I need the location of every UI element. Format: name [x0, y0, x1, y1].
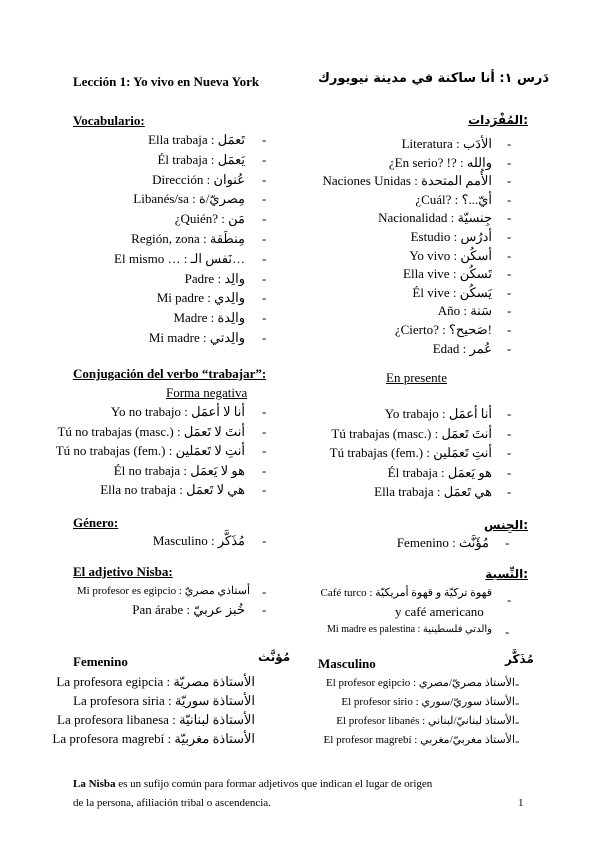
bullet-dash: - [507, 229, 512, 244]
nisba-right-3: Mi madre es palestina : والدتي فلسطينية [327, 624, 492, 635]
bullet-dash: - [507, 210, 512, 226]
fem-row: La profesora libanesa : الأستاذة لبنانيّة [57, 712, 255, 727]
footer-line-1 [73, 778, 432, 790]
negative-title: Forma negativa [166, 385, 248, 400]
bullet-dash: - [262, 290, 267, 306]
fem-row: La profesora egipcia : الأستاذة مصريّة [56, 674, 255, 689]
bullet-dash: - [262, 270, 267, 286]
vocab-item: Naciones Unidas : الأُمم المتحدة [322, 173, 492, 189]
vocab-item: ¿Cuál? : أيّ...؟ [415, 191, 492, 207]
conj-heading: Conjugación del verbo “trabajar”: [73, 366, 267, 381]
bullet-dash: - [507, 154, 512, 170]
vocab-item: Literatura : الأدَب [401, 136, 492, 151]
masc-title-ar: مُذَكَّر [505, 652, 534, 666]
vocab-item: ¿Quién? : مَن [174, 211, 245, 227]
bullet-dash: - [262, 231, 267, 246]
footer-text-1: es un sufijo común para formar adjetivos que indican el lugar de origen [115, 778, 433, 790]
vocab-item: Padre : والِد [184, 270, 245, 286]
bullet-dash: - [507, 266, 512, 282]
bullet-dash: - [507, 136, 512, 151]
conj-present-item: Ella trabaja : هي تَعمَل [374, 484, 492, 499]
bullet-dash: - [262, 211, 267, 227]
vocab-item: Año : سَنة [437, 303, 492, 319]
bullet-dash: - [505, 535, 510, 550]
bullet-dash: - [507, 322, 512, 337]
vocab-item: Edad : عُمر [432, 340, 492, 356]
bullet-dash: - [262, 250, 267, 266]
vocab-item: Ella vive : تَسكُن [403, 266, 492, 282]
present-title: En presente [386, 370, 448, 385]
bullet-dash: - [262, 423, 267, 439]
bullet-dash: - [262, 602, 267, 617]
vocab-item: Él trabaja : يَعمَل [157, 151, 245, 167]
vocab-heading: Vocabulario: [73, 113, 145, 128]
bullet-dash: - [507, 303, 512, 319]
gender-heading: Género: [73, 515, 119, 530]
vocab-item: ¿Cierto? : صَحيح؟! [394, 322, 492, 337]
vocab-item: Dirección : عُنوان [152, 171, 245, 187]
bullet-dash: - [507, 592, 512, 607]
bullet-dash: - [507, 425, 512, 441]
nisba-heading: El adjetivo Nisba: [73, 564, 173, 579]
bullet-dash: - [507, 445, 512, 460]
conj-present-item: Yo trabajo : أنا أعمَل [384, 406, 492, 421]
bullet-dash: - [507, 340, 512, 356]
bullet-dash: - [507, 284, 512, 300]
masc-row: El profesor egipcio : الأستاذ مصريّ/مصري [325, 677, 515, 689]
masc-row: El profesor libanés : الأستاذ لبنانيّ/لبناني [336, 715, 515, 727]
fem-row: La profesora siria : الأستاذة سوريّة [73, 693, 255, 708]
vocab-item: Él vive : يَسكُن [412, 284, 492, 300]
bullet-dash: - [262, 482, 267, 497]
gender-heading-ar: الجِنس: [484, 518, 528, 532]
conj-present-item: Él trabaja : هو يَعمَل [387, 464, 492, 480]
bullet-dash: - [507, 173, 512, 189]
fem-row: La profesora magrebí : الأستاذة مغربيّة [52, 731, 255, 746]
footer-line-2: de la persona, afiliación tribal o ascendencia. [73, 797, 271, 809]
bullet-dash: - [515, 676, 520, 691]
page-number: 1 [518, 797, 524, 809]
fem-title-ar: مُؤنَّث [258, 650, 291, 664]
nisba-right-2: y café americano [395, 604, 484, 619]
vocab-item: Madre : والِدة [173, 310, 245, 326]
vocab-item: Ella trabaja : تَعمَل [148, 132, 245, 147]
vocab-item: El mismo … : نَفس الـ… [114, 250, 245, 266]
bullet-dash: - [515, 733, 520, 748]
footer-bold: La Nisba [73, 778, 116, 790]
bullet-dash: - [507, 484, 512, 499]
bullet-dash: - [515, 714, 520, 729]
lesson-title-ar: دَرس ١: أنا ساكنة في مدينة نيويورك [318, 71, 550, 86]
bullet-dash: - [507, 191, 512, 207]
bullet-dash: - [262, 584, 267, 599]
bullet-dash: - [507, 406, 512, 421]
bullet-dash: - [515, 695, 520, 710]
vocab-item: Nacionalidad : جِنسيّة [378, 210, 492, 226]
bullet-dash: - [262, 443, 267, 458]
conj-negative-item: Él no trabaja : هو لا يَعمَل [113, 462, 245, 478]
masc-row: El profesor magrebí : الأستاذ مغربيّ/مغربي [323, 734, 515, 746]
fem-title: Femenino [73, 654, 128, 669]
nisba-left-1: Mi profesor es egipcio : أستاذي مصريّ [76, 585, 250, 597]
bullet-dash: - [507, 247, 512, 263]
bullet-dash: - [262, 404, 267, 419]
vocab-item: Yo vivo : أسكُن [409, 247, 492, 263]
conj-present-item: Tú trabajas (masc.) : أنتَ تَعمَل [331, 425, 492, 441]
bullet-dash: - [262, 533, 267, 548]
conj-negative-item: Tú no trabajas (fem.) : أنتِ لا تَعمَلين [55, 443, 245, 458]
bullet-dash: - [262, 462, 267, 478]
conj-present-item: Tú trabajas (fem.) : أنتِ تَعمَلين [329, 445, 492, 460]
vocab-heading-ar: المُفْرَدات: [468, 113, 528, 127]
conj-negative-item: Yo no trabajo : أنا لا أعمَل [110, 404, 245, 419]
gender-fem: Femenino : مُؤَنَّث [396, 535, 489, 550]
bullet-dash: - [262, 310, 267, 326]
bullet-dash: - [262, 330, 267, 345]
bullet-dash: - [262, 132, 267, 147]
nisba-heading-ar: النِّسبة: [485, 567, 528, 581]
vocab-item: Mi madre : والِدتي [148, 330, 245, 345]
nisba-left-2: Pan árabe : خُبز عربيّ [132, 602, 245, 617]
vocab-item: Mi padre : والِدي [156, 290, 245, 306]
lesson-title-es: Lección 1: Yo vivo en Nueva York [73, 74, 260, 89]
bullet-dash: - [507, 464, 512, 480]
masc-row: El profesor sirio : الأستاذ سوريّ/سوري [341, 696, 515, 708]
vocab-item: ¿En serio? !? : والله [388, 154, 492, 170]
masc-title: Masculino [318, 656, 376, 671]
gender-masc: Masculino : مُذَكَّر [152, 533, 245, 548]
nisba-right-1: Café turco : قهوة تركيّة و قهوة أمريكيّة [320, 587, 492, 599]
vocab-item: Libanés/sa : مِصريّ/ة [133, 191, 245, 207]
vocab-item: Región, zona : مِنطَقة [131, 231, 245, 246]
bullet-dash: - [262, 191, 267, 207]
conj-negative-item: Tú no trabajas (masc.) : أنتَ لا تَعمَل [57, 423, 245, 439]
vocab-item: Estudio : أدرُس [410, 229, 492, 244]
conj-negative-item: Ella no trabaja : هي لا تَعمَل [100, 482, 245, 497]
bullet-dash: - [262, 151, 267, 167]
bullet-dash: - [262, 171, 267, 187]
bullet-dash: - [505, 624, 510, 639]
